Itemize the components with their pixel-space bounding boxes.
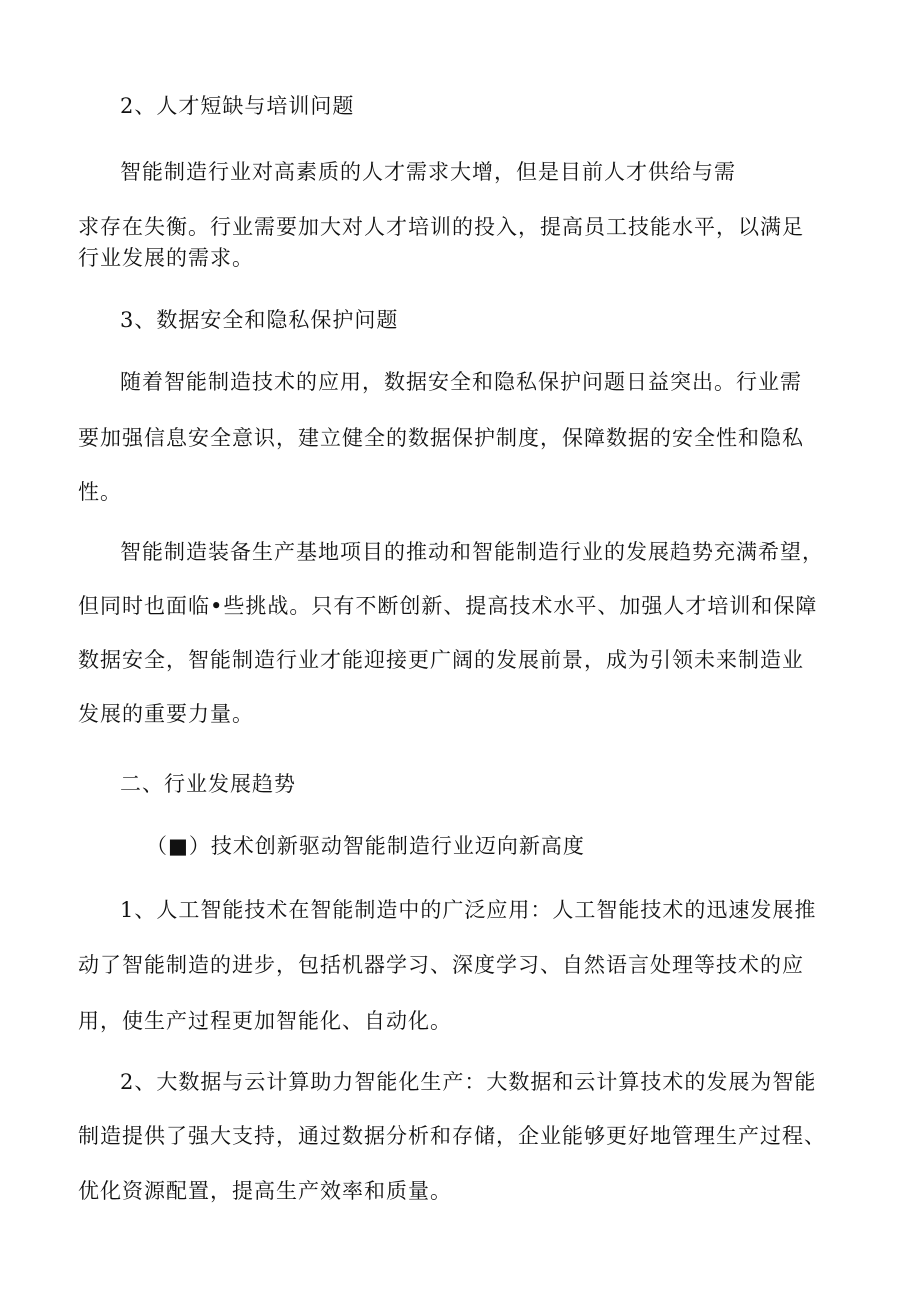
paragraph-line: 随着智能制造技术的应用，数据安全和隐私保护问题日益突出。行业需 <box>120 370 802 394</box>
paragraph-line: 1、人工智能技术在智能制造中的广泛应用：人工智能技术的迅速发展推 <box>120 898 817 922</box>
paragraph-line: 智能制造行业对高素质的人才需求大增，但是目前人才供给与需 <box>120 160 736 184</box>
paragraph-line: 数据安全，智能制造行业才能迎接更广阔的发展前景，成为引领未来制造业 <box>78 648 804 672</box>
paragraph-line: 但同时也面临•些挑战。只有不断创新、提高技术水平、加强人才培训和保障 <box>78 594 818 618</box>
paragraph-line: 行业发展的需求。 <box>78 246 254 270</box>
subsection-heading: （■）技术创新驱动智能制造行业迈向新高度 <box>146 834 585 858</box>
paragraph-line: 要加强信息安全意识，建立健全的数据保护制度，保障数据的安全性和隐私 <box>78 426 804 450</box>
paragraph-line: 优化资源配置，提高生产效率和质量。 <box>78 1179 452 1203</box>
paragraph-line: 性。 <box>78 480 122 504</box>
heading-data-security: 3、数据安全和隐私保护问题 <box>120 308 399 332</box>
paragraph-line: 制造提供了强大支持，通过数据分析和存储，企业能够更好地管理生产过程、 <box>78 1124 826 1148</box>
paragraph-line: 求存在失衡。行业需要加大对人才培训的投入，提高员工技能水平，以满足 <box>78 215 804 239</box>
paragraph-line: 智能制造装备生产基地项目的推动和智能制造行业的发展趋势充满希望， <box>120 540 824 564</box>
section-heading: 二、行业发展趋势 <box>120 772 296 796</box>
paragraph-line: 发展的重要力量。 <box>78 702 254 726</box>
paragraph-line: 动了智能制造的进步，包括机器学习、深度学习、自然语言处理等技术的应 <box>78 953 804 977</box>
paragraph-line: 用，使生产过程更加智能化、自动化。 <box>78 1009 452 1033</box>
paragraph-line: 2、大数据与云计算助力智能化生产：大数据和云计算技术的发展为智能 <box>120 1070 817 1094</box>
heading-talent-shortage: 2、人才短缺与培训问题 <box>120 94 355 118</box>
